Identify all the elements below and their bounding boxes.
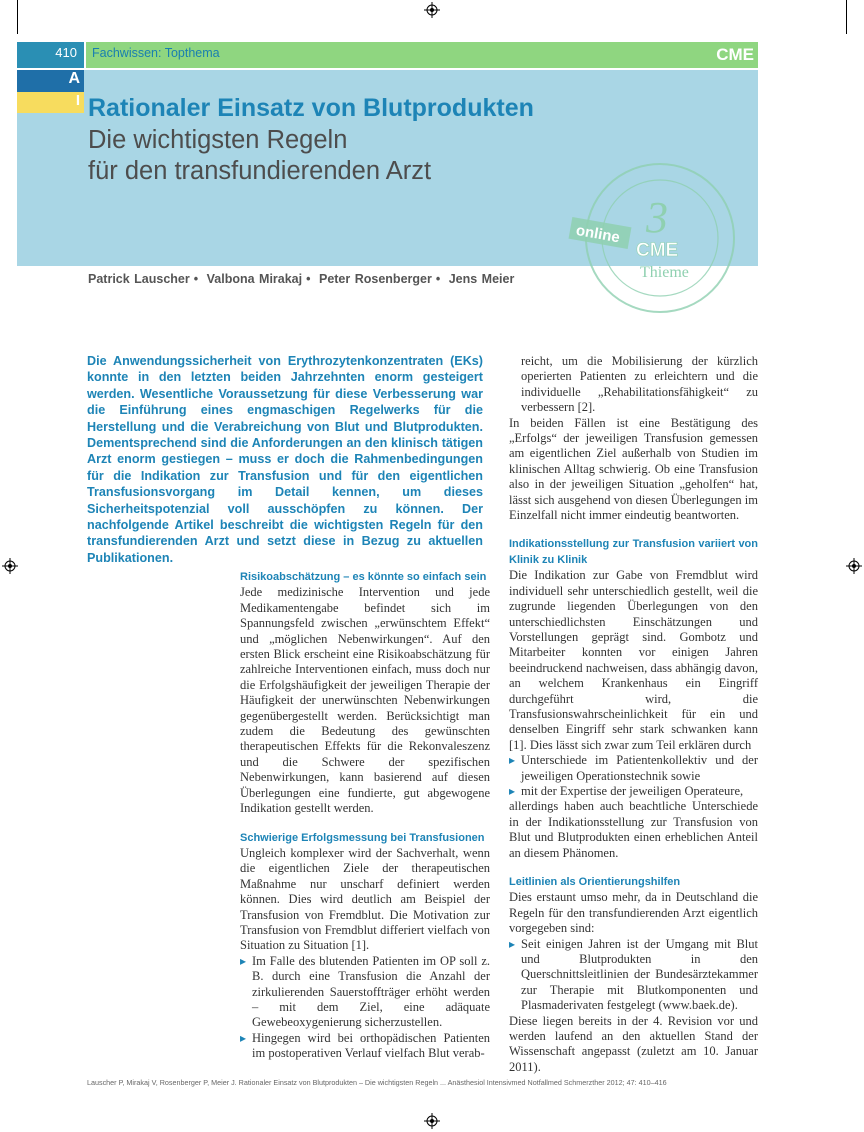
- left-column: [240, 570, 490, 1062]
- bullet-list: [509, 937, 758, 1014]
- paragraph: allerdings haben auch beachtliche Unterschiede in der Indikationsstellung zur Transfusion von Blut und Blutprodukten einen erheblichen Anteil an diesem Phänomen.: [509, 799, 758, 860]
- registration-mark-bottom: [424, 1113, 440, 1129]
- registration-mark-left: [2, 558, 18, 574]
- subtitle-line: Die wichtigsten Regeln: [88, 126, 348, 154]
- paragraph: Die Indikation zur Gabe von Fremdblut wird individuell sehr unterschiedlich gestellt, weil die zugrunde liegenden Überlegungen von den unterschiedlichsten Einschätzungen und Vorstellungen geprägt sind. Gombotz und Mitarbeiter konnten vor einigen Jahren beeindruckend nachweisen, dass abhängig davon, an welchem Krankenhaus ein Eingriff durchgeführt wird, die Transfusionswahrscheinlichkeit für ein und denselben Eingriff sehr stark schwanken kann [1]. Dies lässt sich zwar zum Teil erklären durch: [509, 568, 758, 752]
- bullet-list: [240, 954, 490, 1062]
- author-name: Patrick Lauscher: [88, 272, 190, 286]
- section-heading-guidelines: Leitlinien als Orientierungshilfen: [509, 876, 681, 888]
- cme-label: CME: [716, 45, 754, 64]
- crop-line: [17, 0, 18, 34]
- bullet-item: ▸ Unterschiede im Patientenkollektiv und der jeweiligen Operationstechnik sowie: [509, 753, 758, 784]
- seal-cme-text: CME: [636, 240, 679, 261]
- article-subtitle: [88, 125, 431, 187]
- page-number: 410: [55, 45, 77, 60]
- cme-seal-stamp: [560, 160, 745, 315]
- citation-footer: Lauscher P, Mirakaj V, Rosenberger P, Meier J. Rationaler Einsatz von Blutprodukten – Die wichtigsten Regeln ... Anästhesiol Intensivmed Notfallmed Schmerzther 2012; 47: 410–416: [87, 1078, 667, 1087]
- section-heading-indication: Indikationsstellung zur Transfusion variiert von Klinik zu Klinik: [509, 538, 758, 566]
- author-name: Valbona Mirakaj: [206, 272, 303, 286]
- crop-line: [846, 0, 847, 34]
- paragraph: Ungleich komplexer wird der Sachverhalt, wenn die eigentlichen Ziele der therapeutischen Maßnahme nur unscharf definiert werden können. Dies wird deutlich am Beispiel der Transfusion von Fremdblut. Die Motivation zur Transfusion von Fremdblut differiert vielfach von Situation zu Situation [1].: [240, 845, 490, 953]
- right-column: [509, 354, 758, 1075]
- bullet-item: ▸ Seit einigen Jahren ist der Umgang mit Blut und Blutprodukten in den Querschnittsleitlinien der Bundesärztekammer zur Therapie mit Blutkomponenten und Plasmaderivaten festgelegt (www.baek.de).: [509, 937, 758, 1014]
- abstract: Die Anwendungssicherheit von Erythrozytenkonzentraten (EKs) konnte in den letzten beiden Jahrzehnten enorm gesteigert werden. Wesentliche Voraussetzung für diese Verbesserung war die Einführung eines engmaschigen Regelwerks für die Herstellung und die Verabreichung von Blut und Blutprodukten. Dementsprechend sind die Anforderungen an den klinisch tätigen Arzt enorm gestiegen – muss er doch die Rahmenbedingungen für die Indikation zur Transfusion und für den eigentlichen Transfusionsvorgang im Detail kennen, um dieses Sicherheitspotenzial voll ausschöpfen zu können. Der nachfolgende Artikel beschreibt die wichtigsten Regeln für den transfundierenden Arzt und setzt diese in Bezug zu aktuellen Publikationen.: [87, 354, 483, 565]
- seal-number: 3: [646, 193, 668, 242]
- marker-a: A: [68, 70, 80, 87]
- section-label: Fachwissen: Topthema: [92, 46, 220, 60]
- paragraph: In beiden Fällen ist eine Bestätigung des „Erfolgs“ der jeweiligen Transfusion gemessen am eigentlichen Ziel außerhalb von Studien im klinischen Alltag schwierig. Ob eine Transfusion also in der jeweiligen Situation „geholfen“ hat, lässt sich ausgehend von diesen Überlegungen im Einzelfall nicht immer eindeutig beantworten.: [509, 415, 758, 523]
- bullet-item: ▸ Hingegen wird bei orthopädischen Patienten im postoperativen Verlauf vielfach Blut verab-: [240, 1031, 490, 1062]
- author-name: Jens Meier: [448, 272, 515, 286]
- bullet-item: ▸ mit der Expertise der jeweiligen Operateure,: [509, 784, 758, 799]
- subtitle-line: für den transfundierenden Arzt: [88, 157, 432, 185]
- seal-publisher: Thieme: [640, 264, 689, 281]
- author-list: Patrick Lauscher • Valbona Mirakaj • Peter Rosenberger • Jens Meier: [88, 272, 515, 286]
- paragraph: Diese liegen bereits in der 4. Revision vor und werden laufend an den aktuellen Stand der Wissenschaft angepasst (zuletzt am 10. Januar 2011).: [509, 1013, 758, 1074]
- paragraph-continued: reicht, um die Mobilisierung der kürzlich operierten Patienten zu erleichtern und die individuelle „Rehabilitationsfähigkeit“ zu verbessern [2].: [521, 354, 758, 415]
- bullet-item: ▸ Im Falle des blutenden Patienten im OP soll z. B. durch eine Transfusion die Anzahl der zirkulierenden Sauerstoffträger erhöht werden – mit dem Ziel, eine adäquate Gewebeoxygenierung sicherzustellen.: [240, 954, 490, 1031]
- author-name: Peter Rosenberger: [318, 272, 432, 286]
- seal-online-text: online: [574, 221, 622, 247]
- registration-mark-right: [846, 558, 862, 574]
- bullet-list: [509, 753, 758, 799]
- registration-mark-top: [424, 2, 440, 18]
- paragraph: Jede medizinische Intervention und jede Medikamentengabe befindet sich im Spannungsfeld zwischen „erwünschtem Effekt“ und „möglichen Nebenwirkungen“. Auf den ersten Blick erscheint eine Risikoabschätzung für zahlreiche Interventionen einfach, muss doch nur die Erfolgshäufigkeit der jeweiligen Therapie der Häufigkeit der unerwünschten Nebenwirkungen gegenübergestellt werden. Berücksichtigt man zudem die Bedeutung des gewünschten therapeutischen Effekts für die Rekonvaleszenz und die Schwere der spezifischen Nebenwirkungen, kann basierend auf diesen Überlegungen eine fundierte, gut abgewogene Indikation gestellt werden.: [240, 585, 490, 816]
- marker-i: I: [75, 92, 80, 109]
- section-heading-risk: Risikoabschätzung – es könnte so einfach sein: [240, 571, 487, 583]
- article-title: Rationaler Einsatz von Blutprodukten: [88, 94, 534, 122]
- paragraph: Dies erstaunt umso mehr, da in Deutschland die Regeln für den transfundierenden Arzt eigentlich vorgegeben sind:: [509, 890, 758, 936]
- section-heading-success: Schwierige Erfolgsmessung bei Transfusionen: [240, 831, 485, 844]
